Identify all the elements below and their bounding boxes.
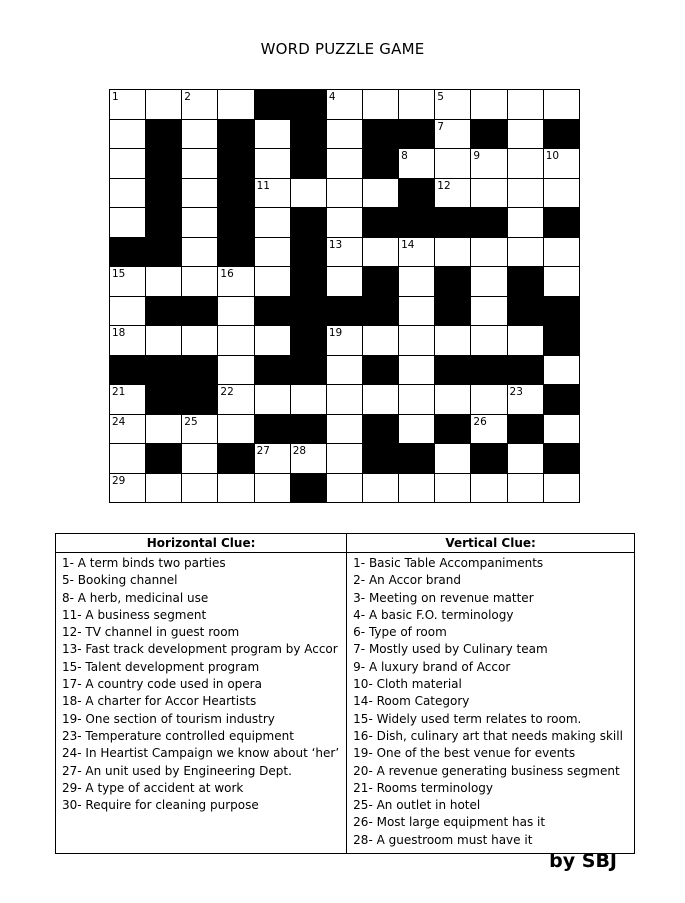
grid-cell[interactable] [110, 297, 146, 327]
grid-cell[interactable] [508, 208, 544, 238]
vertical-clue: 7- Mostly used by Culinary team [353, 642, 548, 657]
grid-cell[interactable] [471, 90, 507, 120]
black-cell [363, 444, 399, 474]
black-cell [218, 120, 254, 150]
black-cell [435, 297, 471, 327]
black-cell [544, 208, 580, 238]
grid-cell[interactable] [508, 120, 544, 150]
grid-cell[interactable] [146, 90, 182, 120]
grid-cell[interactable] [327, 444, 363, 474]
black-cell [146, 385, 182, 415]
clue-number: 10 [545, 150, 560, 162]
black-cell [363, 297, 399, 327]
grid-cell[interactable] [218, 385, 254, 415]
grid-cell[interactable] [110, 208, 146, 238]
black-cell [255, 297, 291, 327]
grid-cell[interactable] [182, 208, 218, 238]
grid-cell[interactable] [363, 238, 399, 268]
grid-cell[interactable] [218, 356, 254, 386]
grid-cell[interactable] [182, 415, 218, 445]
grid-cell[interactable] [327, 149, 363, 179]
grid-cell[interactable] [327, 356, 363, 386]
grid-cell[interactable] [435, 238, 471, 268]
grid-cell[interactable] [218, 267, 254, 297]
grid-cell[interactable] [435, 444, 471, 474]
author-signature: by SBJ [549, 850, 617, 872]
black-cell [363, 120, 399, 150]
grid-cell[interactable] [182, 149, 218, 179]
clue-number: 28 [292, 445, 307, 457]
grid-cell[interactable] [544, 149, 580, 179]
black-cell [471, 208, 507, 238]
grid-cell[interactable] [182, 474, 218, 504]
clue-number: 22 [220, 386, 234, 398]
grid-cell[interactable] [110, 179, 146, 209]
vertical-clue: 21- Rooms terminology [353, 780, 493, 795]
grid-cell[interactable] [435, 120, 471, 150]
grid-cell[interactable] [182, 444, 218, 474]
grid-cell[interactable] [146, 415, 182, 445]
clue-number: 15 [112, 268, 126, 280]
black-cell [291, 326, 327, 356]
black-cell [399, 179, 435, 209]
vertical-clue: 4- A basic F.O. terminology [353, 607, 514, 622]
black-cell [435, 208, 471, 238]
grid-cell[interactable] [399, 149, 435, 179]
grid-cell[interactable] [255, 385, 291, 415]
black-cell [291, 474, 327, 504]
horizontal-clue: 8- A herb, medicinal use [62, 590, 209, 605]
vertical-clue: 16- Dish, culinary art that needs making skill [353, 728, 623, 743]
vertical-clue: 9- A luxury brand of Accor [353, 659, 511, 674]
grid-cell[interactable] [508, 238, 544, 268]
grid-cell[interactable] [218, 326, 254, 356]
grid-cell[interactable] [182, 238, 218, 268]
vertical-clue: 14- Room Category [353, 694, 470, 709]
grid-cell[interactable] [544, 415, 580, 445]
clue-number: 9 [473, 150, 481, 162]
grid-cell[interactable] [291, 179, 327, 209]
grid-cell[interactable] [435, 385, 471, 415]
clue-number: 4 [328, 91, 336, 103]
grid-cell[interactable] [182, 179, 218, 209]
black-cell [544, 385, 580, 415]
black-cell [218, 179, 254, 209]
grid-cell[interactable] [182, 90, 218, 120]
grid-cell[interactable] [182, 120, 218, 150]
black-cell [471, 444, 507, 474]
black-cell [544, 297, 580, 327]
vertical-clue: 1- Basic Table Accompaniments [353, 556, 544, 570]
clue-number: 12 [437, 179, 451, 192]
grid-cell[interactable] [327, 208, 363, 238]
clue-number: 13 [328, 238, 343, 251]
clue-number: 19 [328, 327, 343, 339]
clue-number: 24 [112, 415, 126, 428]
grid-cell[interactable] [508, 326, 544, 356]
black-cell [146, 120, 182, 150]
grid-cell[interactable] [327, 326, 363, 356]
grid-cell[interactable] [435, 90, 471, 120]
grid-cell[interactable] [544, 356, 580, 386]
horizontal-clue: 13- Fast track development program by Accor [62, 642, 338, 657]
black-cell [291, 208, 327, 238]
black-cell [218, 208, 254, 238]
black-cell [544, 444, 580, 474]
clue-number: 5 [437, 91, 444, 103]
horizontal-clue: 1- A term binds two parties [62, 556, 226, 570]
grid-cell[interactable] [471, 326, 507, 356]
grid-cell[interactable] [435, 474, 471, 504]
black-cell [291, 267, 327, 297]
black-cell [544, 120, 580, 150]
black-cell [508, 297, 544, 327]
grid-cell[interactable] [327, 120, 363, 150]
clue-number: 21 [112, 386, 126, 398]
grid-cell[interactable] [110, 90, 146, 120]
black-cell [399, 208, 435, 238]
black-cell [363, 356, 399, 386]
black-cell [182, 356, 218, 386]
vertical-clue: 3- Meeting on revenue matter [353, 590, 534, 605]
grid-cell[interactable] [399, 474, 435, 504]
grid-cell[interactable] [399, 326, 435, 356]
grid-cell[interactable] [508, 179, 544, 209]
grid-cell[interactable] [182, 267, 218, 297]
grid-cell[interactable] [363, 179, 399, 209]
grid-cell[interactable] [544, 238, 580, 268]
grid-cell[interactable] [399, 90, 435, 120]
black-cell [291, 90, 327, 120]
black-cell [363, 267, 399, 297]
black-cell [363, 415, 399, 445]
horizontal-clue: 5- Booking channel [62, 573, 178, 588]
grid-cell[interactable] [327, 474, 363, 504]
horizontal-clue: 15- Talent development program [62, 659, 260, 674]
black-cell [435, 356, 471, 386]
grid-cell[interactable] [255, 179, 291, 209]
black-cell [508, 267, 544, 297]
black-cell [218, 238, 254, 268]
black-cell [291, 149, 327, 179]
grid-cell[interactable] [508, 444, 544, 474]
grid-cell[interactable] [544, 179, 580, 209]
clue-number: 29 [112, 474, 126, 487]
black-cell [291, 297, 327, 327]
black-cell [363, 149, 399, 179]
grid-cell[interactable] [110, 149, 146, 179]
grid-cell[interactable] [255, 267, 291, 297]
vertical-clue-list [347, 553, 635, 854]
vertical-clue: 26- Most large equipment has it [353, 815, 546, 830]
black-cell [146, 356, 182, 386]
grid-cell[interactable] [399, 297, 435, 327]
grid-cell[interactable] [327, 90, 363, 120]
clue-number: 11 [256, 179, 270, 192]
grid-cell[interactable] [255, 474, 291, 504]
clue-number: 27 [256, 445, 270, 457]
grid-cell[interactable] [291, 444, 327, 474]
grid-cell[interactable] [435, 179, 471, 209]
grid-cell[interactable] [471, 474, 507, 504]
grid-cell[interactable] [471, 149, 507, 179]
grid-cell[interactable] [471, 238, 507, 268]
black-cell [471, 120, 507, 150]
grid-cell[interactable] [544, 90, 580, 120]
horizontal-clue: 19- One section of tourism industry [62, 711, 275, 726]
horizontal-clue: 27- An unit used by Engineering Dept. [62, 763, 292, 778]
grid-cell[interactable] [255, 120, 291, 150]
horizontal-clue: 12- TV channel in guest room [62, 625, 240, 640]
black-cell [291, 356, 327, 386]
black-cell [399, 120, 435, 150]
grid-cell[interactable] [291, 385, 327, 415]
grid-cell[interactable] [363, 326, 399, 356]
grid-cell[interactable] [218, 297, 254, 327]
black-cell [146, 238, 182, 268]
black-cell [110, 356, 146, 386]
horizontal-clue: 11- A business segment [62, 607, 207, 622]
black-cell [435, 415, 471, 445]
vertical-clue: 25- An outlet in hotel [353, 798, 481, 813]
black-cell [508, 415, 544, 445]
grid-cell[interactable] [146, 267, 182, 297]
grid-cell[interactable] [508, 149, 544, 179]
grid-cell[interactable] [255, 444, 291, 474]
grid-cell[interactable] [508, 385, 544, 415]
clues-table [55, 533, 635, 854]
grid-cell[interactable] [146, 326, 182, 356]
grid-cell[interactable] [327, 238, 363, 268]
grid-cell[interactable] [110, 385, 146, 415]
grid-cell[interactable] [110, 326, 146, 356]
grid-cell[interactable] [544, 474, 580, 504]
grid-cell[interactable] [399, 356, 435, 386]
grid-cell[interactable] [508, 90, 544, 120]
grid-cell[interactable] [471, 297, 507, 327]
grid-cell[interactable] [508, 474, 544, 504]
grid-cell[interactable] [218, 90, 254, 120]
vertical-clue-header: Vertical Clue: [347, 534, 635, 553]
grid-cell[interactable] [363, 90, 399, 120]
grid-cell[interactable] [327, 179, 363, 209]
horizontal-clue: 18- A charter for Accor Heartists [62, 694, 257, 709]
horizontal-clue: 29- A type of accident at work [62, 780, 244, 795]
grid-cell[interactable] [110, 267, 146, 297]
grid-cell[interactable] [471, 179, 507, 209]
horizontal-clue-list [56, 553, 347, 854]
black-cell [363, 208, 399, 238]
black-cell [110, 238, 146, 268]
black-cell [146, 444, 182, 474]
horizontal-clue: 30- Require for cleaning purpose [62, 798, 259, 813]
grid-cell[interactable] [110, 444, 146, 474]
grid-cell[interactable] [255, 149, 291, 179]
grid-cell[interactable] [544, 267, 580, 297]
vertical-clue: 15- Widely used term relates to room. [353, 711, 582, 726]
grid-cell[interactable] [218, 415, 254, 445]
clue-number: 26 [473, 415, 487, 428]
grid-cell[interactable] [399, 267, 435, 297]
vertical-clue: 2- An Accor brand [353, 573, 461, 588]
black-cell [218, 444, 254, 474]
clue-number: 14 [401, 238, 415, 251]
clue-number: 18 [112, 327, 126, 339]
clue-number: 16 [220, 268, 234, 280]
grid-cell[interactable] [327, 385, 363, 415]
vertical-clue: 19- One of the best venue for events [353, 746, 576, 761]
black-cell [146, 149, 182, 179]
vertical-clue: 10- Cloth material [353, 677, 462, 692]
black-cell [255, 415, 291, 445]
black-cell [255, 356, 291, 386]
clue-number: 7 [437, 120, 444, 133]
black-cell [146, 179, 182, 209]
grid-cell[interactable] [218, 474, 254, 504]
grid-cell[interactable] [110, 474, 146, 504]
clue-number: 25 [184, 415, 198, 428]
horizontal-clue-header: Horizontal Clue: [56, 534, 347, 553]
grid-cell[interactable] [399, 238, 435, 268]
grid-cell[interactable] [110, 120, 146, 150]
grid-cell[interactable] [363, 474, 399, 504]
grid-cell[interactable] [255, 326, 291, 356]
grid-cell[interactable] [110, 415, 146, 445]
page-title: WORD PUZZLE GAME [260, 40, 425, 58]
grid-cell[interactable] [471, 415, 507, 445]
black-cell [291, 415, 327, 445]
clue-number: 1 [112, 91, 119, 103]
black-cell [399, 444, 435, 474]
black-cell [544, 326, 580, 356]
black-cell [327, 297, 363, 327]
crossword-grid [109, 89, 580, 503]
black-cell [146, 297, 182, 327]
clue-number: 8 [401, 150, 408, 162]
black-cell [291, 238, 327, 268]
grid-cell[interactable] [255, 238, 291, 268]
black-cell [255, 90, 291, 120]
black-cell [182, 297, 218, 327]
black-cell [218, 149, 254, 179]
grid-cell[interactable] [327, 267, 363, 297]
grid-cell[interactable] [327, 415, 363, 445]
vertical-clue: 20- A revenue generating business segment [353, 763, 620, 778]
horizontal-clue: 23- Temperature controlled equipment [62, 728, 294, 743]
black-cell [508, 356, 544, 386]
black-cell [435, 267, 471, 297]
black-cell [146, 208, 182, 238]
black-cell [471, 356, 507, 386]
grid-cell[interactable] [399, 385, 435, 415]
grid-cell[interactable] [363, 385, 399, 415]
clue-number: 2 [184, 91, 191, 103]
grid-cell[interactable] [255, 208, 291, 238]
grid-cell[interactable] [146, 474, 182, 504]
grid-cell[interactable] [435, 326, 471, 356]
grid-cell[interactable] [182, 326, 218, 356]
grid-cell[interactable] [399, 415, 435, 445]
grid-cell[interactable] [435, 149, 471, 179]
clue-number: 23 [509, 386, 523, 398]
horizontal-clue: 17- A country code used in opera [62, 677, 262, 692]
grid-cell[interactable] [471, 267, 507, 297]
black-cell [182, 385, 218, 415]
black-cell [291, 120, 327, 150]
vertical-clue: 28- A guestroom must have it [353, 832, 533, 847]
horizontal-clue: 24- In Heartist Campaign we know about ‘her’ [62, 746, 340, 761]
grid-cell[interactable] [471, 385, 507, 415]
vertical-clue: 6- Type of room [353, 625, 447, 640]
